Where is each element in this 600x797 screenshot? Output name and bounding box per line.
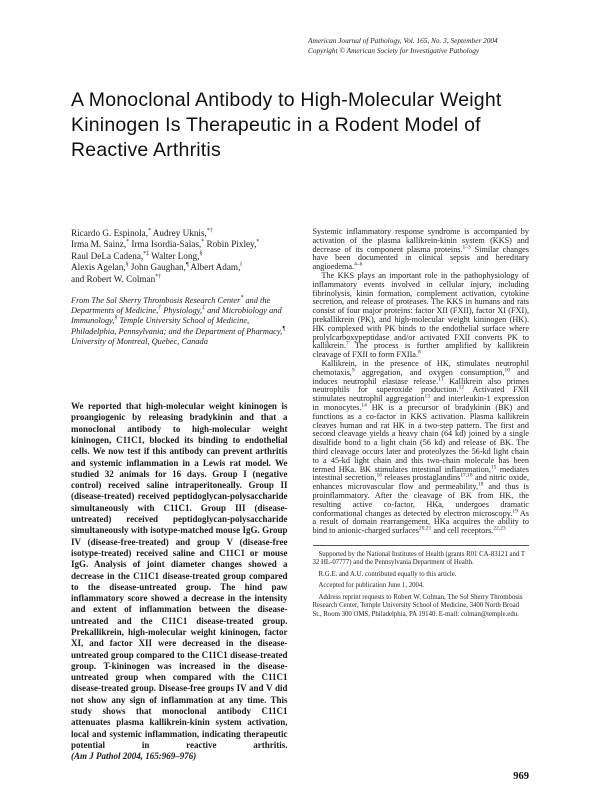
author-list: Ricardo G. Espinola,* Audrey Uknis,*† Irma M. Sainz,* Irma Isordia-Salas,* Robin Pixley,* Raul DeLa Cadena,*‡ Walter Long,§ Alexis Agelan,§ John Gaughan,¶ Albert Adam,‖ and Robert W. Colman*† <box>71 227 260 284</box>
page-number: 969 <box>513 771 529 782</box>
journal-copyright-line: Copyright © American Society for Investigative Pathology <box>308 45 480 55</box>
footnote-contribution: R.G.E. and A.U. contributed equally to this article. <box>318 570 457 578</box>
abstract-text: We reported that high-molecular weight kininogen is proangiogenic by releasing bradykinin and that a monoclonal antibody to high-molecular weight kininogen, C11C1, blocked its binding to endothelial cells. We now test if this antibody can prevent arthritis and systemic inflammation in a Lewis rat model. We studied 32 animals for 16 days. Group I (negative control) received saline intraperitoneally. Group II (disease-treated) received peptidoglycan-polysaccharide simultaneously with C11C1. Group III (disease-untreated) received peptidoglycan-polysaccharide simultaneously with isotype-matched mouse IgG. Group IV (disease-free-treated) and group V (disease-free isotype-treated) received saline and C11C1 or mouse IgG. Analysis of joint diameter changes showed a decrease in the C11C1 disease-treated group compared to the disease-untreated group. The hind paw inflammatory score showed a decrease in the intensity and extent of inflammation between the disease-untreated and the C11C1 disease-treated group. Prekallikrein, high-molecular weight kininogen, factor XI, and factor XII were decreased in the disease-untreated group compared to the C11C1 disease-treated group. T-kininogen was increased in the disease-untreated group when compared with the C11C1 disease-treated group. Disease-free groups IV and V did not show any sign of inflammation at any time. This study shows that monoclonal antibody C11C1 attenuates plasma kallikrein-kinin system activation, local and systemic inflammation, indicating therapeutic potential in reactive arthritis. <box>71 401 288 750</box>
body-paragraph-3: Kallikrein, in the presence of HK, stimulates neutrophil chemotaxis,$^9$ aggregation, and oxygen consumption,$^{10}$ and induces neutrophil elastase release.$^{11}$ Kallikrein also primes neutrophils for superoxide production.$^{12}$ Activated FXII stimulates neutrophil aggregation$^{13}$ and interleukin-1 expression in monocytes.$^{14}$ HK is a precursor of bradykinin (BK) and functions as a co-factor in KKS activation. Plasma kallikrein cleaves human and rat HK in a two-step pattern. The first and second cleavage yields a heavy chain (64 kd) joined by a single disulfide bond to a light chain (56 kd) and release of BK. The third cleavage occurs later and proteolyzes the 56-kd light chain to a 45-kd light chain and this two-chain molecule has been termed HKa. BK stimulates intestinal inflammation,$^{15}$ mediates intestinal secretion,$^{16}$ releases prostaglandins$^{17,18}$ and nitric oxide, enhances microvascular flow and permeability,$^{18}$ and thus is proinflammatory. After the cleavage of BK from HK, the resulting active co-factor, HKa, undergoes dramatic conformational changes as detected by electron microscopy.$^{19}$ As a result of domain rearrangement, HKa acquires the ability to bind to anionic-charged surfaces$^{20,21}$ and cell receptors.$^{22,23}$ <box>312 358 530 536</box>
body-paragraph-1: Systemic inflammatory response syndrome is accompanied by activation of the plasma kallikrein-kinin system (KKS) and decrease of its component plasma proteins.$^{1-3}$ Similar changes have been documented in clinical sepsis and hereditary angioedema.$^{4-6}$ <box>312 227 529 272</box>
two-column-layout <box>71 228 529 763</box>
footnote-reprint-requests: Address reprint requests to Robert W. Colman, The Sol Sherry Thrombosis Research Center, Temple University School of Medicine, 3400 North Broad St., Room 300 OMS, Philadelphia, PA 19140. E-mail: colman@temple.edu. <box>312 593 523 618</box>
footnote-block <box>313 545 530 620</box>
article-title: A Monoclonal Antibody to High-Molecular Weight Kininogen Is Therapeutic in a Rodent Model of Reactive Arthritis <box>71 89 502 161</box>
footnote-support: Supported by the National Institutes of Health (grants R01 CA-83121 and T 32 HL-07777) and the Pennsylvania Department of Health. <box>312 550 525 567</box>
left-column <box>71 228 288 763</box>
journal-citation-line: American Journal of Pathology, Vol. 165, No. 3, September 2004 <box>308 36 498 45</box>
body-paragraph-2: The KKS plays an important role in the pathophysiology of inflammatory events involved in cellular injury, including fibrinolysis, kinin formation, complement activation, cytokine secretion, and release of proteases. The KKS in humans and rats consist of four major proteins: factor XII (FXII), factor XI (FXI), prekallikrein (PK), and high-molecular weight kininogen (HK). HK complexed with PK binds to the endothelial surface where prolylcarboxypeptidase and/or activated FXII converts PK to kallikrein.$^7$ The process is further amplified by kallikrein cleavage of FXII to form FXIIa.$^8$ <box>312 270 529 360</box>
abstract-citation: (Am J Pathol 2004, 165:969–976) <box>71 751 197 762</box>
journal-header <box>308 36 498 55</box>
affiliations: From The Sol Sherry Thrombosis Research Center* and the Departments of Medicine,† Physiology,‡ and Microbiology and Immunology,§ Temple University School of Medicine, Philadelphia, Pennsylvania; and the Department of Pharmacy,¶ University of Montreal, Quebec, Canada <box>71 295 286 346</box>
abstract <box>71 401 288 763</box>
right-column <box>313 228 530 763</box>
footnote-accepted: Accepted for publication June 1, 2004. <box>318 582 425 590</box>
